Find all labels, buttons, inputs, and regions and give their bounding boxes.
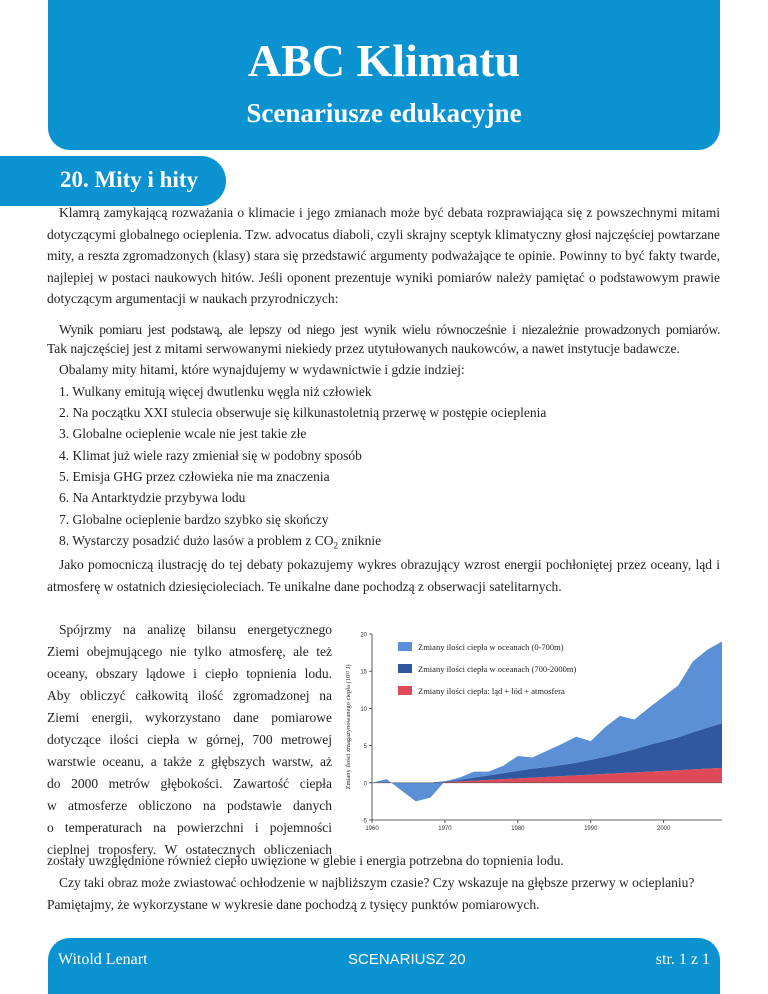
closing-line-1: zostały uwzględnione również ciepło uwięzione w glebie i energia potrzebna do topnienia lodu. bbox=[47, 853, 564, 868]
analysis-line: dotyczące ilości ciepła w górnej, 700 metrowej bbox=[47, 732, 332, 747]
illustration-paragraph: Jako pomocniczą ilustrację do tej debaty pokazujemy wykres obrazujący wzrost energii pochłoniętej przez oceany, ląd i atmosferę w ostatnich dziesięcioleciach. Te unikalne dane pochodzą z obserwacji satelitarnych. bbox=[47, 557, 720, 594]
page-subtitle: Scenariusze edukacyjne bbox=[246, 98, 522, 128]
legend-label: Zmiany ilości ciepła w oceanach (700-2000m) bbox=[418, 664, 577, 674]
intro-paragraph: Klamrą zamykającą rozważania o klimacie i jego zmianach może być debata rozprawiająca się z powszechnymi mitami dotyczącymi globalnego ocieplenia. Tzw. advocatus diaboli, czyli skrajny sceptyk klimatyczny głosi najczęściej powtarzane mity, a reszta zgromadzonych (klasy) stara się przedstawić argumenty podważające te opinie. Powinny to być fakty twarde, najlepiej w postaci naukowych hitów. Jeśli oponent prezentuje wyniki pomiarów należy pamiętać o podstawowym prawie dotyczącym argumentacji w naukach przyrodniczych: bbox=[47, 205, 720, 306]
x-tick-label: 1960 bbox=[365, 826, 379, 832]
analysis-line: Ziemi obejmującego nie tylko atmosferę, ale też bbox=[47, 644, 332, 659]
page-title: ABC Klimatu bbox=[247, 35, 521, 86]
principle-line: Wynik pomiaru jest podstawą, ale lepszy od niego jest wynik wielu równocześnie i niezależnie prowadzonych pomiarów. bbox=[59, 322, 720, 337]
analysis-line: w atmosferze obliczono na podstawie danych bbox=[47, 798, 332, 813]
footer-bar bbox=[48, 938, 720, 994]
legend-label: Zmiany ilości ciepła: ląd + lód + atmosfera bbox=[418, 686, 565, 696]
analysis-line: oceany, obszary lądowe i ciepło topnienia lodu. bbox=[47, 666, 332, 681]
y-tick-label: 5 bbox=[363, 744, 367, 751]
footer-author: Witold Lenart bbox=[58, 951, 148, 968]
x-tick-label: 1990 bbox=[584, 826, 598, 832]
y-tick-label: 20 bbox=[360, 632, 367, 639]
list-item: 4. Klimat już wiele razy zmieniał się w podobny sposób bbox=[59, 448, 362, 463]
intro-line-2: Tak najczęściej jest z mitami serwowanymi niekiedy przez utytułowanych naukowców, a nawet instytucje badawcze. bbox=[47, 341, 680, 356]
x-tick-label: 1970 bbox=[438, 826, 452, 832]
y-tick-label: -5 bbox=[361, 818, 367, 825]
list-item: 2. Na początku XXI stulecia obserwuje się kilkunastoletnią przerwę w postępie ocieplenia bbox=[59, 405, 547, 420]
closing-line-3: Pamiętajmy, że wykorzystane w wykresie dane pochodzą z tysięcy punktów pomiarowych. bbox=[47, 897, 540, 912]
header-banner bbox=[48, 0, 720, 150]
list-item: 6. Na Antarktydzie przybywa lodu bbox=[59, 490, 246, 505]
myth-8-text-end: zniknie bbox=[337, 533, 382, 548]
list-item bbox=[59, 533, 381, 551]
section-tab bbox=[0, 156, 226, 206]
list-item: 3. Globalne ocieplenie wcale nie jest takie złe bbox=[59, 426, 307, 441]
legend-swatch bbox=[398, 686, 412, 695]
x-tick-label: 1980 bbox=[511, 826, 525, 832]
legend-swatch bbox=[398, 664, 412, 673]
analysis-line: Aby obliczyć całkowitą ilość zgromadzonej na bbox=[47, 688, 332, 703]
section-title: 20. Mity i hity bbox=[60, 167, 198, 192]
analysis-line: o temperaturach na powierzchni i pojemności bbox=[47, 820, 332, 835]
footer-scenario: SCENARIUSZ 20 bbox=[348, 951, 466, 968]
y-tick-label: 10 bbox=[360, 706, 367, 713]
y-axis-label: Zmiany ilości zmagazynowanego ciepła (10²² J) bbox=[345, 664, 352, 790]
list-item: 5. Emisja GHG przez człowieka nie ma znaczenia bbox=[59, 469, 330, 484]
x-tick-label: 2000 bbox=[656, 826, 671, 832]
heat-content-chart bbox=[342, 622, 728, 836]
analysis-line: Spójrzmy na analizę bilansu energetycznego bbox=[59, 622, 332, 637]
intro-line-3: Obalamy mity hitami, które wynajdujemy w wydawnictwie i gdzie indziej: bbox=[59, 362, 465, 377]
footer-page-number: str. 1 z 1 bbox=[655, 951, 710, 968]
analysis-line: Ziemi energii, wykorzystano dane pomiarowe bbox=[47, 710, 332, 725]
legend-swatch bbox=[398, 642, 412, 651]
analysis-line: cieplnej troposfery. W ostatecznych obliczeniach bbox=[47, 842, 332, 857]
myth-8-text: 8. Wystarczy posadzić dużo lasów a problem z CO bbox=[59, 533, 334, 548]
list-item: 7. Globalne ocieplenie bardzo szybko się skończy bbox=[59, 512, 329, 527]
y-tick-label: 15 bbox=[360, 669, 367, 676]
list-item: 1. Wulkany emitują więcej dwutlenku węgla niż człowiek bbox=[59, 384, 372, 399]
closing-line-2: Czy taki obraz może zwiastować ochłodzenie w najbliższym czasie? Czy wskazuje na głębsze przerwy w ocieplaniu? bbox=[59, 875, 695, 890]
y-tick-label: 0 bbox=[363, 781, 367, 788]
analysis-line: warstwie oceanu, a także z głębszych warstw, aż bbox=[47, 754, 332, 769]
myth-8-subscript: 2 bbox=[333, 540, 338, 551]
analysis-line: do 2000 metrów głębokości. Zawartość ciepła bbox=[47, 776, 332, 791]
legend-label: Zmiany ilości ciepła w oceanach (0-700m) bbox=[418, 642, 564, 652]
